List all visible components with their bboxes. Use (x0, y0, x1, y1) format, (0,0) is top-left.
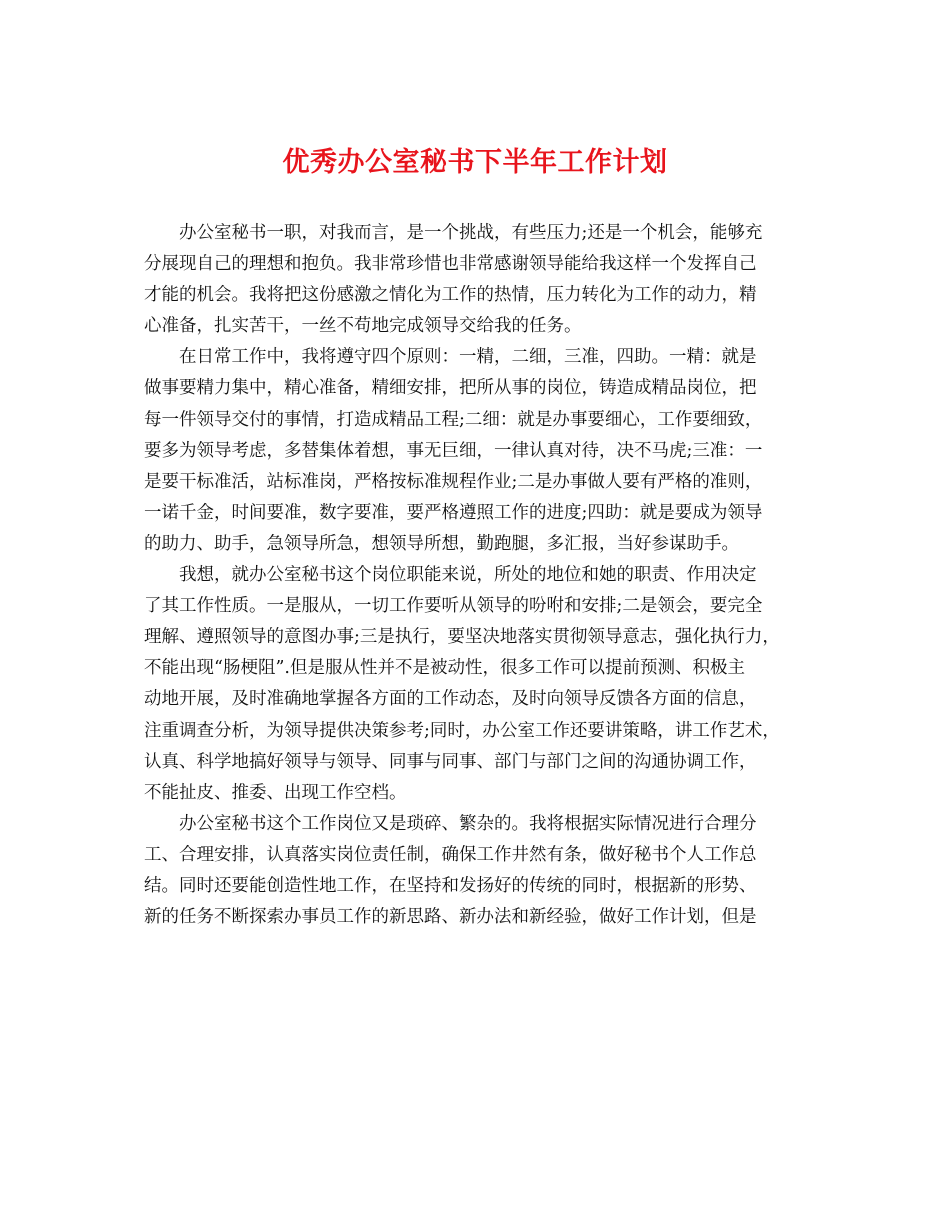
paragraph-line: 理解、遵照领导的意图办事;三是执行，要坚决地落实贯彻领导意志，强化执行力， (144, 627, 780, 648)
paragraph-line: 结。同时还要能创造性地工作，在坚持和发扬好的传统的同时，根据新的形势、 (144, 875, 757, 896)
paragraph-line: 是要干标准活，站标准岗，严格按标准规程作业;二是办事做人要有严格的准则， (144, 471, 763, 492)
paragraph-1 (144, 218, 816, 342)
paragraph-line: 心准备，扎实苦干，一丝不苟地完成领导交给我的任务。 (144, 316, 582, 337)
paragraph-2 (144, 342, 816, 560)
paragraph-line: 新的任务不断探索办事员工作的新思路、新办法和新经验，做好工作计划，但是 (144, 907, 757, 928)
paragraph-line: 在日常工作中，我将遵守四个原则：一精，二细，三准，四助。一精：就是 (179, 347, 757, 368)
paragraph-line: 做事要精力集中，精心准备，精细安排，把所从事的岗位，铸造成精品岗位，把 (144, 378, 757, 399)
paragraph-line: 工、合理安排，认真落实岗位责任制，确保工作井然有条，做好秘书个人工作总 (144, 844, 757, 865)
paragraph-line: 的助力、助手，急领导所急，想领导所想，勤跑腿，多汇报，当好参谋助手。 (144, 533, 739, 554)
paragraph-line: 一诺千金，时间要准，数字要准，要严格遵照工作的进度;四助：就是要成为领导 (144, 502, 763, 523)
paragraph-line: 不能扯皮、推委、出现工作空档。 (144, 782, 407, 803)
paragraph-line: 才能的机会。我将把这份感激之情化为工作的热情，压力转化为工作的动力，精 (144, 285, 757, 306)
paragraph-line: 了其工作性质。一是服从，一切工作要听从领导的吩咐和安排;二是领会，要完全 (144, 596, 763, 617)
paragraph-4 (144, 809, 816, 933)
paragraph-line: 我想，就办公室秘书这个岗位职能来说，所处的地位和她的职责、作用决定 (179, 565, 757, 586)
paragraph-line: 分展现自己的理想和抱负。我非常珍惜也非常感谢领导能给我这样一个发挥自己 (144, 254, 757, 275)
paragraph-line: 办公室秘书这个工作岗位又是琐碎、繁杂的。我将根据实际情况进行合理分 (179, 813, 757, 834)
paragraph-line: 办公室秘书一职，对我而言，是一个挑战，有些压力;还是一个机会，能够充 (179, 223, 763, 243)
document-body (144, 218, 816, 933)
paragraph-line: 每一件领导交付的事情，打造成精品工程;二细：就是办事要细心，工作要细致， (144, 409, 763, 430)
paragraph-line: 认真、科学地搞好领导与领导、同事与同事、部门与部门之间的沟通协调工作， (144, 751, 757, 772)
paragraph-line: 注重调查分析，为领导提供决策参考;同时，办公室工作还要讲策略，讲工作艺术， (144, 720, 780, 741)
paragraph-line: 要多为领导考虑，多替集体着想，事无巨细，一律认真对待，决不马虎;三准：一 (144, 440, 763, 461)
document-title: 优秀办公室秘书下半年工作计划 (282, 147, 668, 178)
paragraph-3 (144, 560, 816, 809)
paragraph-line: 动地开展，及时准确地掌握各方面的工作动态，及时向领导反馈各方面的信息， (144, 689, 757, 710)
paragraph-line: 不能出现“肠梗阻”.但是服从性并不是被动性，很多工作可以提前预测、积极主 (144, 658, 745, 679)
